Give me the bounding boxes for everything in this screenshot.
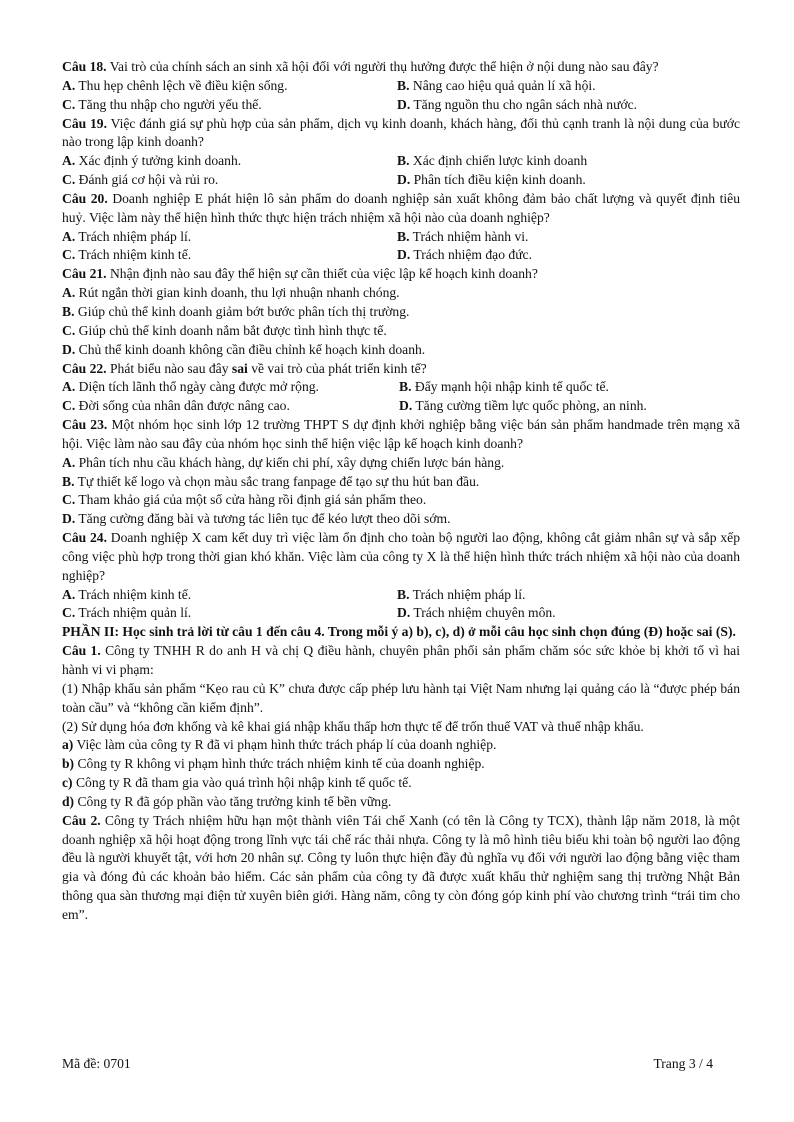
part2-q1-statement-b: b) Công ty R không vi phạm hình thức trách nhiệm kinh tế của doanh nghiệp.	[62, 756, 485, 772]
q18-option-b: B. Nâng cao hiệu quả quản lí xã hội.	[397, 77, 596, 93]
question-19: Câu 19. Việc đánh giá sự phù hợp của sản phẩm, dịch vụ kinh doanh, khách hàng, đối thủ cạnh tranh là nội dung của bước nào trong lập kinh doanh?	[62, 115, 740, 150]
q24-options-row-1	[62, 586, 740, 605]
q22-option-a: A. Diện tích lãnh thổ ngày càng được mở rộng.	[62, 379, 319, 395]
q24-option-a: A. Trách nhiệm kinh tế.	[62, 586, 192, 602]
q22-options-row-2	[62, 397, 740, 416]
q21-option-a: A. Rút ngắn thời gian kinh doanh, thu lợi nhuận nhanh chóng.	[62, 285, 400, 301]
q22-option-c: C. Đời sống của nhân dân được nâng cao.	[62, 398, 290, 414]
q19-options-row-2	[62, 171, 740, 190]
q24-option-b: B. Trách nhiệm pháp lí.	[397, 586, 526, 602]
q18-options-row-1	[62, 77, 740, 96]
page-number: Trang 3 / 4	[653, 1056, 713, 1071]
q19-option-b: B. Xác định chiến lược kinh doanh	[397, 153, 588, 169]
part2-q1-statement-a: a) Việc làm của công ty R đã vi phạm hình thức trách pháp lí của doanh nghiệp.	[62, 737, 497, 753]
question-24: Câu 24. Doanh nghiệp X cam kết duy trì việc làm ổn định cho toàn bộ người lao động, không cắt giảm nhân sự và sắp xếp công việc phù hợp trong thời gian khó khăn. Việc làm của công ty X là thể hiện hình thức trách nhiệm xã hội nào của doanh nghiệp?	[62, 530, 740, 583]
q18-option-a: A. Thu hẹp chênh lệch về điều kiện sống.	[62, 77, 288, 93]
q20-option-a: A. Trách nhiệm pháp lí.	[62, 228, 192, 244]
q20-option-c: C. Trách nhiệm kinh tế.	[62, 247, 192, 263]
part2-q1-statement-d: d) Công ty R đã góp phần vào tăng trưởng kinh tế bền vững.	[62, 793, 392, 809]
part2-question-2: Câu 2. Công ty Trách nhiệm hữu hạn một thành viên Tái chế Xanh (có tên là Công ty TCX), thành lập năm 2018, là một doanh nghiệp xã hội hoạt động trong lĩnh vực tái chế rác thải nhựa. Công ty là mô hình tiêu biểu khi toàn bộ người lao động đều là người khuyết tật, với hơn 20 nhân sự. Công ty luôn thực hiện đầy đủ nghĩa vụ đối với người lao động bằng việc tham gia và đóng đủ các khoản bảo hiểm. Các sản phẩm của công ty đã được xuất khẩu thử nghiệm sang thị trường Nhật Bản thông qua sàn thương mại điện tử xuyên biên giới. Hàng năm, công ty còn đóng góp kinh phí vào chương trình “trái tim cho em”.	[62, 812, 740, 922]
q20-option-b: B. Trách nhiệm hành vi.	[397, 228, 529, 244]
q20-options-row-1	[62, 228, 740, 247]
q19-option-d: D. Phân tích điều kiện kinh doanh.	[397, 172, 586, 188]
q19-options-row-1	[62, 152, 740, 171]
question-22: Câu 22. Phát biểu nào sau đây sai về vai trò của phát triển kinh tế?	[62, 360, 427, 376]
question-23: Câu 23. Một nhóm học sinh lớp 12 trường THPT S dự định khởi nghiệp bằng việc bán sản phẩm handmade trên mạng xã hội. Việc làm nào sau đây của nhóm học sinh thể hiện việc lập kế hoạch kinh doanh?	[62, 417, 740, 451]
exam-code: Mã đề: 0701	[62, 1056, 131, 1071]
q23-option-a: A. Phân tích nhu cầu khách hàng, dự kiến chi phí, xây dựng chiến lược bán hàng.	[62, 454, 505, 470]
q24-option-c: C. Trách nhiệm quản lí.	[62, 605, 192, 621]
part2-q1-statement-c: c) Công ty R đã tham gia vào quá trình hội nhập kinh tế quốc tế.	[62, 775, 412, 791]
q18-option-c: C. Tăng thu nhập cho người yếu thế.	[62, 96, 262, 112]
q21-option-c: C. Giúp chủ thể kinh doanh nắm bắt được tình hình thực tế.	[62, 322, 387, 338]
q24-option-d: D. Trách nhiệm chuyên môn.	[397, 605, 556, 621]
q22-option-b: B. Đẩy mạnh hội nhập kinh tế quốc tế.	[399, 379, 609, 395]
q18-option-d: D. Tăng nguồn thu cho ngân sách nhà nước.	[397, 96, 638, 112]
question-18: Câu 18. Vai trò của chính sách an sinh xã hội đối với người thụ hưởng được thể hiện ở nội dung nào sau đây?	[62, 59, 659, 74]
part2-q1-violation-2: (2) Sử dụng hóa đơn khống và kê khai giá nhập khẩu thấp hơn thực tế để trốn thuế VAT và thuế nhập khẩu.	[62, 718, 644, 734]
q20-options-row-2	[62, 246, 740, 265]
q22-options-row-1	[62, 378, 740, 397]
part2-question-1: Câu 1. Công ty TNHH R do anh H và chị Q điều hành, chuyên phân phối sản phẩm chăm sóc sức khỏe bị khởi tố vì hai hành vi vi phạm:	[62, 643, 740, 677]
q18-options-row-2	[62, 96, 740, 115]
question-20: Câu 20. Doanh nghiệp E phát hiện lô sản phẩm do doanh nghiệp sản xuất không đảm bảo chất lượng và quyết định tiêu huỷ. Việc làm này thể hiện hình thức thực hiện trách nhiệm xã hội nào của doanh nghiệp?	[62, 190, 741, 225]
page-footer	[62, 1056, 713, 1072]
exam-page	[62, 58, 740, 925]
q23-option-b: B. Tự thiết kế logo và chọn màu sắc trang fanpage để tạo sự thu hút ban đầu.	[62, 473, 480, 489]
q19-option-c: C. Đánh giá cơ hội và rủi ro.	[62, 172, 219, 188]
q23-option-c: C. Tham khảo giá của một số cửa hàng rồi định giá sản phẩm theo.	[62, 492, 427, 508]
part-2-heading: PHẦN II: Học sinh trả lời từ câu 1 đến câu 4. Trong mỗi ý a) b), c), d) ở mỗi câu học sinh chọn đúng (Đ) hoặc sai (S).	[62, 624, 736, 640]
q21-option-d: D. Chủ thể kinh doanh không cần điều chỉnh kế hoạch kinh doanh.	[62, 341, 426, 357]
q20-option-d: D. Trách nhiệm đạo đức.	[397, 247, 532, 263]
q23-option-d: D. Tăng cường đăng bài và tương tác liên tục để kéo lượt theo dõi sớm.	[62, 511, 451, 527]
question-21: Câu 21. Nhận định nào sau đây thể hiện sự cần thiết của việc lập kế hoạch kinh doanh?	[62, 266, 538, 282]
q22-option-d: D. Tăng cường tiềm lực quốc phòng, an ninh.	[399, 398, 647, 414]
q19-option-a: A. Xác định ý tưởng kinh doanh.	[62, 153, 242, 169]
q24-options-row-2	[62, 604, 740, 623]
q21-option-b: B. Giúp chủ thể kinh doanh giảm bớt bước phân tích thị trường.	[62, 303, 410, 319]
part2-q1-violation-1: (1) Nhập khẩu sản phẩm “Kẹo rau củ K” chưa được cấp phép lưu hành tại Việt Nam nhưng lại quảng cáo là “được phép bán toàn cầu” và “không cần kiểm định”.	[62, 680, 740, 715]
